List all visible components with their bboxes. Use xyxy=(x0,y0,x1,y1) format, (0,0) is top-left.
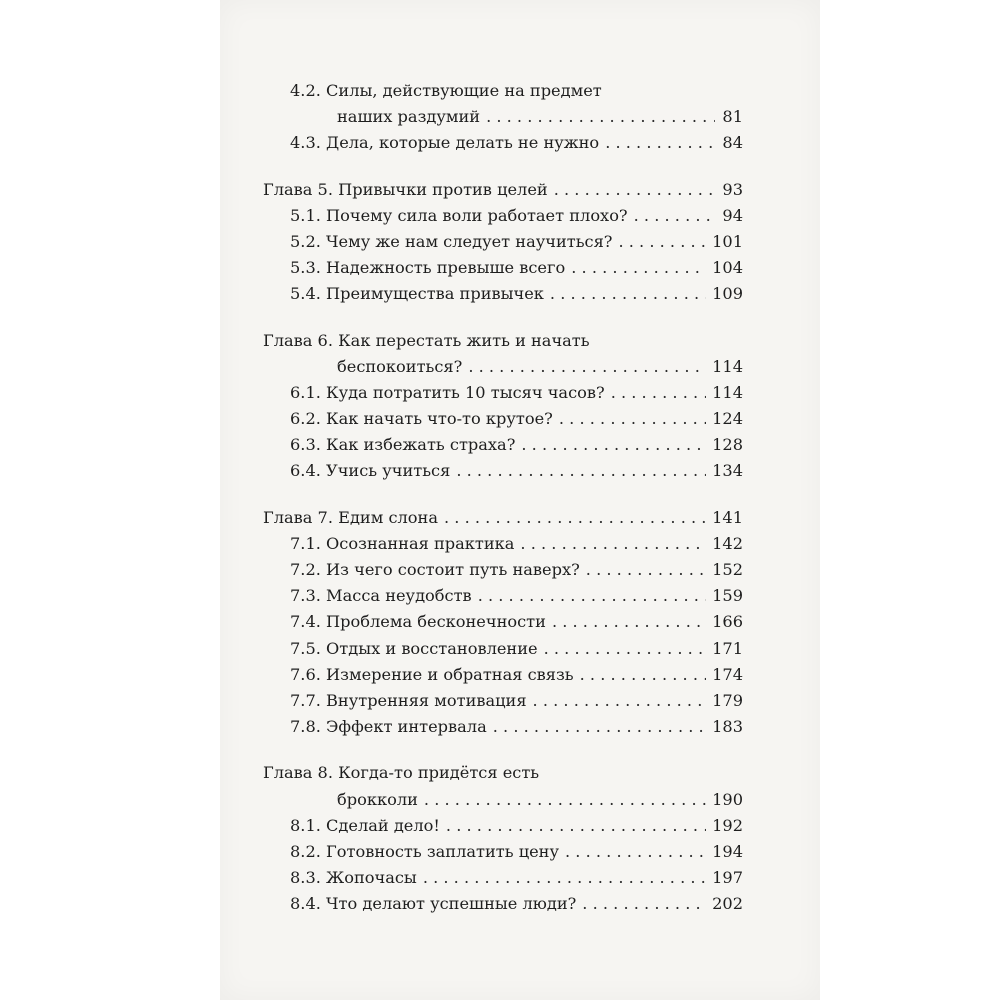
toc-entry-title: 5.4. Преимущества привычек xyxy=(290,284,544,304)
toc-entry-title: 7.3. Масса неудобств xyxy=(290,586,472,606)
toc-section-entry xyxy=(263,891,743,917)
dot-leader xyxy=(550,281,706,307)
toc-entry-title: 7.1. Осознанная практика xyxy=(290,533,515,553)
toc-page-number: 166 xyxy=(712,612,743,632)
dot-leader xyxy=(544,636,707,662)
dot-leader xyxy=(423,865,706,891)
toc-page-number: 202 xyxy=(712,894,743,914)
toc-page-number: 192 xyxy=(712,815,743,835)
toc-entry-title: 8.2. Готовность заплатить цену xyxy=(290,841,559,861)
toc-page-number: 84 xyxy=(722,133,743,153)
dot-leader xyxy=(554,177,715,203)
dot-leader xyxy=(478,583,706,609)
toc-section-entry xyxy=(263,255,743,281)
toc-page-number: 93 xyxy=(722,179,743,199)
toc-page-number: 190 xyxy=(712,789,743,809)
toc-entry-title: 7.8. Эффект интервала xyxy=(290,717,487,737)
toc-entry-title: 5.1. Почему сила воли работает плохо? xyxy=(290,205,628,225)
dot-leader xyxy=(571,255,706,281)
toc-page-number: 179 xyxy=(712,690,743,710)
toc-entry-continuation xyxy=(263,104,743,130)
toc-entry-title: беспокоиться? xyxy=(337,356,463,376)
toc-section-entry xyxy=(263,662,743,688)
toc-section-entry xyxy=(263,458,743,484)
dot-leader xyxy=(456,458,706,484)
toc-page-number: 171 xyxy=(712,638,743,658)
dot-leader xyxy=(582,891,706,917)
toc-section-entry xyxy=(263,380,743,406)
toc-page-number: 101 xyxy=(712,231,743,251)
toc-page-number: 142 xyxy=(712,533,743,553)
toc-entry-title: 8.1. Сделай дело! xyxy=(290,815,440,835)
toc-entry-title: 7.6. Измерение и обратная связь xyxy=(290,664,574,684)
toc-page-number: 114 xyxy=(712,356,743,376)
toc-page-number: 197 xyxy=(712,868,743,888)
toc-section-entry xyxy=(263,714,743,740)
toc-entry-title: брокколи xyxy=(337,789,418,809)
dot-leader xyxy=(521,432,706,458)
toc-entry-continuation xyxy=(263,354,743,380)
toc-entry-title: Глава 8. Когда-то придётся есть xyxy=(263,763,540,783)
toc-entry-title: 7.7. Внутренняя мотивация xyxy=(290,690,527,710)
toc-section-entry xyxy=(263,839,743,865)
toc-section-entry xyxy=(263,406,743,432)
toc-page-number: 128 xyxy=(712,435,743,455)
toc-section-entry xyxy=(263,865,743,891)
toc-page-number: 104 xyxy=(712,258,743,278)
toc-page-number: 183 xyxy=(712,717,743,737)
toc-section-entry xyxy=(263,78,743,104)
toc-section-entry xyxy=(263,583,743,609)
toc-section-entry xyxy=(263,229,743,255)
table-of-contents xyxy=(263,78,743,917)
toc-entry-title: 8.4. Что делают успешные люди? xyxy=(290,894,577,914)
dot-leader xyxy=(533,688,707,714)
toc-chapter-entry xyxy=(263,328,743,354)
toc-entry-continuation xyxy=(263,787,743,813)
toc-page-number: 94 xyxy=(722,205,743,225)
toc-page-number: 114 xyxy=(712,382,743,402)
dot-leader xyxy=(580,662,706,688)
toc-entry-title: 6.1. Куда потратить 10 тысяч часов? xyxy=(290,382,605,402)
toc-page-number: 109 xyxy=(712,284,743,304)
toc-section-entry xyxy=(263,203,743,229)
dot-leader xyxy=(486,104,715,130)
toc-section-entry xyxy=(263,557,743,583)
toc-page-number: 134 xyxy=(712,461,743,481)
dot-leader xyxy=(444,505,706,531)
toc-section-entry xyxy=(263,609,743,635)
toc-entry-title: 6.2. Как начать что-то крутое? xyxy=(290,409,553,429)
toc-entry-title: 7.2. Из чего состоит путь наверх? xyxy=(290,560,580,579)
toc-chapter-entry xyxy=(263,760,743,786)
toc-entry-title: 6.3. Как избежать страха? xyxy=(290,435,516,455)
toc-section-entry xyxy=(263,688,743,714)
toc-entry-title: 4.3. Дела, которые делать не нужно xyxy=(290,133,600,153)
toc-section-entry xyxy=(263,531,743,557)
dot-leader xyxy=(586,557,706,583)
toc-page-number: 124 xyxy=(712,409,743,429)
toc-entry-title: 7.5. Отдых и восстановление xyxy=(290,638,538,658)
dot-leader xyxy=(634,203,715,229)
toc-page-number: 194 xyxy=(712,841,743,861)
toc-entry-title: 7.4. Проблема бесконечности xyxy=(290,612,546,632)
dot-leader xyxy=(559,406,706,432)
toc-entry-title: 4.2. Силы, действующие на предмет xyxy=(290,81,602,100)
toc-page-number: 141 xyxy=(712,507,743,527)
toc-entry-title: 5.3. Надежность превыше всего xyxy=(290,258,566,278)
toc-entry-title: Глава 7. Едим слона xyxy=(263,507,438,527)
dot-leader xyxy=(424,787,706,813)
dot-leader xyxy=(493,714,706,740)
dot-leader xyxy=(468,354,706,380)
toc-page-number: 152 xyxy=(712,560,743,579)
toc-section-entry xyxy=(263,281,743,307)
toc-entry-title: Глава 5. Привычки против целей xyxy=(263,179,548,199)
toc-page-number: 81 xyxy=(722,107,743,127)
dot-leader xyxy=(605,130,715,156)
toc-entry-title: 6.4. Учись учиться xyxy=(290,461,451,481)
toc-section-entry xyxy=(263,432,743,458)
toc-entry-title: 5.2. Чему же нам следует научиться? xyxy=(290,231,613,251)
toc-chapter-entry xyxy=(263,177,743,203)
toc-section-entry xyxy=(263,813,743,839)
dot-leader xyxy=(446,813,706,839)
dot-leader xyxy=(611,380,706,406)
dot-leader xyxy=(618,229,706,255)
toc-section-entry xyxy=(263,636,743,662)
dot-leader xyxy=(520,531,706,557)
toc-page-number: 159 xyxy=(712,586,743,606)
dot-leader xyxy=(565,839,706,865)
toc-entry-title: Глава 6. Как перестать жить и начать xyxy=(263,330,590,350)
toc-entry-title: наших раздумий xyxy=(337,107,481,127)
toc-entry-title: 8.3. Жопочасы xyxy=(290,868,417,888)
toc-page-number: 174 xyxy=(712,664,743,684)
toc-chapter-entry xyxy=(263,505,743,531)
dot-leader xyxy=(552,609,706,635)
toc-section-entry xyxy=(263,130,743,156)
